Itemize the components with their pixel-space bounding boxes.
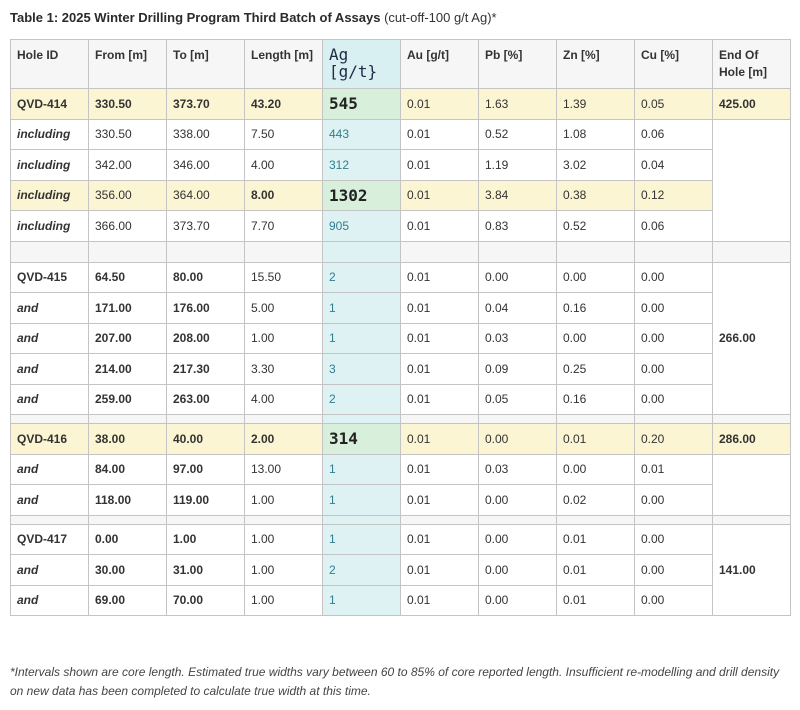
cell-au: 0.01: [401, 323, 479, 354]
cell-to: 346.00: [167, 150, 245, 181]
cell-from: 356.00: [89, 180, 167, 211]
cell-cu: 0.12: [635, 180, 713, 211]
cell-ag: 2: [323, 384, 401, 415]
cell-length: 1.00: [245, 323, 323, 354]
cell-cu: 0.00: [635, 555, 713, 586]
cell-pb: 0.00: [479, 424, 557, 455]
cell-from: 330.50: [89, 119, 167, 150]
cell-hole-id: including: [11, 150, 89, 181]
cell-hole-id: QVD-415: [11, 262, 89, 293]
table-row: [11, 211, 791, 242]
cell-to: 208.00: [167, 323, 245, 354]
cell-au: 0.01: [401, 485, 479, 516]
cell-cu: 0.04: [635, 150, 713, 181]
table-row: [11, 293, 791, 324]
cell-zn: 0.00: [557, 262, 635, 293]
cell-hole-id: and: [11, 585, 89, 616]
cell-hole-id: and: [11, 384, 89, 415]
cell-end-of-hole: 141.00: [713, 524, 791, 616]
separator-row: [11, 415, 791, 424]
table-title-cutoff: (cut-off-100 g/t Ag)*: [380, 10, 497, 25]
cell-length: 7.50: [245, 119, 323, 150]
cell-ag: 545: [323, 89, 401, 120]
cell-au: 0.01: [401, 150, 479, 181]
cell-end-of-hole: 425.00: [713, 89, 791, 120]
cell-au: 0.01: [401, 424, 479, 455]
cell-length: 7.70: [245, 211, 323, 242]
cell-pb: 0.83: [479, 211, 557, 242]
cell-length: 2.00: [245, 424, 323, 455]
cell-length: 15.50: [245, 262, 323, 293]
header-pb: Pb [%]: [479, 40, 557, 89]
cell-zn: 0.00: [557, 323, 635, 354]
cell-to: 119.00: [167, 485, 245, 516]
cell-to: 338.00: [167, 119, 245, 150]
cell-zn: 3.02: [557, 150, 635, 181]
cell-au: 0.01: [401, 211, 479, 242]
cell-to: 80.00: [167, 262, 245, 293]
cell-from: 118.00: [89, 485, 167, 516]
cell-zn: 0.00: [557, 454, 635, 485]
cell-cu: 0.00: [635, 384, 713, 415]
cell-to: 40.00: [167, 424, 245, 455]
table-row: [11, 485, 791, 516]
cell-ag: 1: [323, 293, 401, 324]
table-row: [11, 354, 791, 385]
cell-to: 263.00: [167, 384, 245, 415]
cell-au: 0.01: [401, 89, 479, 120]
cell-end-of-hole-blank: [713, 454, 791, 515]
cell-hole-id: and: [11, 555, 89, 586]
cell-hole-id: including: [11, 180, 89, 211]
cell-to: 364.00: [167, 180, 245, 211]
cell-from: 64.50: [89, 262, 167, 293]
cell-hole-id: QVD-414: [11, 89, 89, 120]
cell-cu: 0.05: [635, 89, 713, 120]
cell-pb: 1.63: [479, 89, 557, 120]
cell-zn: 0.01: [557, 555, 635, 586]
cell-pb: 0.00: [479, 262, 557, 293]
cell-hole-id: QVD-417: [11, 524, 89, 555]
cell-hole-id: including: [11, 211, 89, 242]
cell-pb: 0.00: [479, 555, 557, 586]
cell-au: 0.01: [401, 262, 479, 293]
cell-to: 217.30: [167, 354, 245, 385]
cell-cu: 0.01: [635, 454, 713, 485]
cell-from: 30.00: [89, 555, 167, 586]
cell-cu: 0.00: [635, 585, 713, 616]
table-row: [11, 89, 791, 120]
cell-zn: 0.01: [557, 585, 635, 616]
table-row: [11, 585, 791, 616]
cell-length: 3.30: [245, 354, 323, 385]
cell-pb: 0.04: [479, 293, 557, 324]
header-length: Length [m]: [245, 40, 323, 89]
cell-ag: 314: [323, 424, 401, 455]
cell-pb: 0.00: [479, 524, 557, 555]
cell-to: 31.00: [167, 555, 245, 586]
cell-from: 214.00: [89, 354, 167, 385]
cell-ag: 2: [323, 555, 401, 586]
table-row: [11, 262, 791, 293]
cell-from: 38.00: [89, 424, 167, 455]
cell-length: 1.00: [245, 524, 323, 555]
cell-zn: 1.08: [557, 119, 635, 150]
cell-from: 330.50: [89, 89, 167, 120]
footnote: *Intervals shown are core length. Estimated true widths vary between 60 to 85% of core reported length. Insufficient re-modelling and drill density on new data has been completed to calculate true width at this time.: [10, 665, 780, 698]
header-row: [11, 40, 791, 89]
table-row: [11, 384, 791, 415]
table-row: [11, 524, 791, 555]
cell-hole-id: and: [11, 323, 89, 354]
header-to: To [m]: [167, 40, 245, 89]
cell-to: 97.00: [167, 454, 245, 485]
cell-au: 0.01: [401, 180, 479, 211]
cell-ag: 1: [323, 524, 401, 555]
cell-pb: 0.03: [479, 454, 557, 485]
cell-zn: 0.25: [557, 354, 635, 385]
cell-length: 8.00: [245, 180, 323, 211]
cell-pb: 1.19: [479, 150, 557, 181]
cell-end-of-hole: 286.00: [713, 424, 791, 455]
cell-cu: 0.00: [635, 293, 713, 324]
cell-pb: 0.52: [479, 119, 557, 150]
cell-cu: 0.00: [635, 323, 713, 354]
table-row: [11, 180, 791, 211]
table-row: [11, 119, 791, 150]
header-au: Au [g/t]: [401, 40, 479, 89]
cell-pb: 3.84: [479, 180, 557, 211]
cell-from: 259.00: [89, 384, 167, 415]
cell-au: 0.01: [401, 524, 479, 555]
cell-ag: 1: [323, 485, 401, 516]
cell-length: 1.00: [245, 485, 323, 516]
cell-ag: 1: [323, 454, 401, 485]
table-title: [10, 10, 497, 25]
cell-zn: 0.52: [557, 211, 635, 242]
cell-hole-id: and: [11, 454, 89, 485]
cell-cu: 0.00: [635, 524, 713, 555]
cell-from: 0.00: [89, 524, 167, 555]
cell-length: 13.00: [245, 454, 323, 485]
cell-length: 1.00: [245, 585, 323, 616]
cell-end-of-hole-blank: [713, 119, 791, 241]
header-cu: Cu [%]: [635, 40, 713, 89]
cell-to: 176.00: [167, 293, 245, 324]
cell-pb: 0.05: [479, 384, 557, 415]
table-row: [11, 323, 791, 354]
cell-cu: 0.06: [635, 211, 713, 242]
assay-table: [10, 39, 791, 616]
cell-hole-id: and: [11, 485, 89, 516]
cell-au: 0.01: [401, 384, 479, 415]
cell-au: 0.01: [401, 585, 479, 616]
cell-pb: 0.00: [479, 485, 557, 516]
cell-au: 0.01: [401, 454, 479, 485]
cell-au: 0.01: [401, 354, 479, 385]
cell-length: 4.00: [245, 384, 323, 415]
separator-row: [11, 241, 791, 262]
cell-pb: 0.03: [479, 323, 557, 354]
cell-ag: 1: [323, 585, 401, 616]
cell-length: 1.00: [245, 555, 323, 586]
cell-from: 207.00: [89, 323, 167, 354]
cell-from: 69.00: [89, 585, 167, 616]
header-ag: Ag [g/t}: [323, 40, 401, 89]
cell-from: 366.00: [89, 211, 167, 242]
cell-ag: 443: [323, 119, 401, 150]
cell-length: 43.20: [245, 89, 323, 120]
cell-hole-id: including: [11, 119, 89, 150]
cell-au: 0.01: [401, 119, 479, 150]
header-hole-id: Hole ID: [11, 40, 89, 89]
table-title-main: Table 1: 2025 Winter Drilling Program Third Batch of Assays: [10, 10, 381, 25]
cell-zn: 0.16: [557, 384, 635, 415]
cell-pb: 0.00: [479, 585, 557, 616]
cell-ag: 312: [323, 150, 401, 181]
table-row: [11, 555, 791, 586]
cell-from: 171.00: [89, 293, 167, 324]
cell-ag: 905: [323, 211, 401, 242]
cell-au: 0.01: [401, 293, 479, 324]
cell-length: 4.00: [245, 150, 323, 181]
cell-cu: 0.20: [635, 424, 713, 455]
cell-to: 1.00: [167, 524, 245, 555]
table-row: [11, 454, 791, 485]
cell-ag: 3: [323, 354, 401, 385]
cell-from: 342.00: [89, 150, 167, 181]
cell-hole-id: and: [11, 354, 89, 385]
cell-length: 5.00: [245, 293, 323, 324]
header-from: From [m]: [89, 40, 167, 89]
cell-hole-id: QVD-416: [11, 424, 89, 455]
cell-zn: 0.02: [557, 485, 635, 516]
cell-hole-id: and: [11, 293, 89, 324]
cell-ag: 1: [323, 323, 401, 354]
cell-au: 0.01: [401, 555, 479, 586]
cell-cu: 0.06: [635, 119, 713, 150]
table-row: [11, 150, 791, 181]
cell-cu: 0.00: [635, 262, 713, 293]
cell-from: 84.00: [89, 454, 167, 485]
table-row: [11, 424, 791, 455]
cell-end-of-hole: 266.00: [713, 262, 791, 415]
cell-pb: 0.09: [479, 354, 557, 385]
cell-zn: 1.39: [557, 89, 635, 120]
cell-to: 373.70: [167, 211, 245, 242]
cell-zn: 0.01: [557, 424, 635, 455]
cell-cu: 0.00: [635, 485, 713, 516]
header-end-of-hole: End Of Hole [m]: [713, 40, 791, 89]
cell-to: 373.70: [167, 89, 245, 120]
cell-ag: 1302: [323, 180, 401, 211]
cell-zn: 0.01: [557, 524, 635, 555]
cell-ag: 2: [323, 262, 401, 293]
cell-cu: 0.00: [635, 354, 713, 385]
separator-row: [11, 515, 791, 524]
cell-zn: 0.38: [557, 180, 635, 211]
cell-zn: 0.16: [557, 293, 635, 324]
cell-to: 70.00: [167, 585, 245, 616]
header-zn: Zn [%]: [557, 40, 635, 89]
